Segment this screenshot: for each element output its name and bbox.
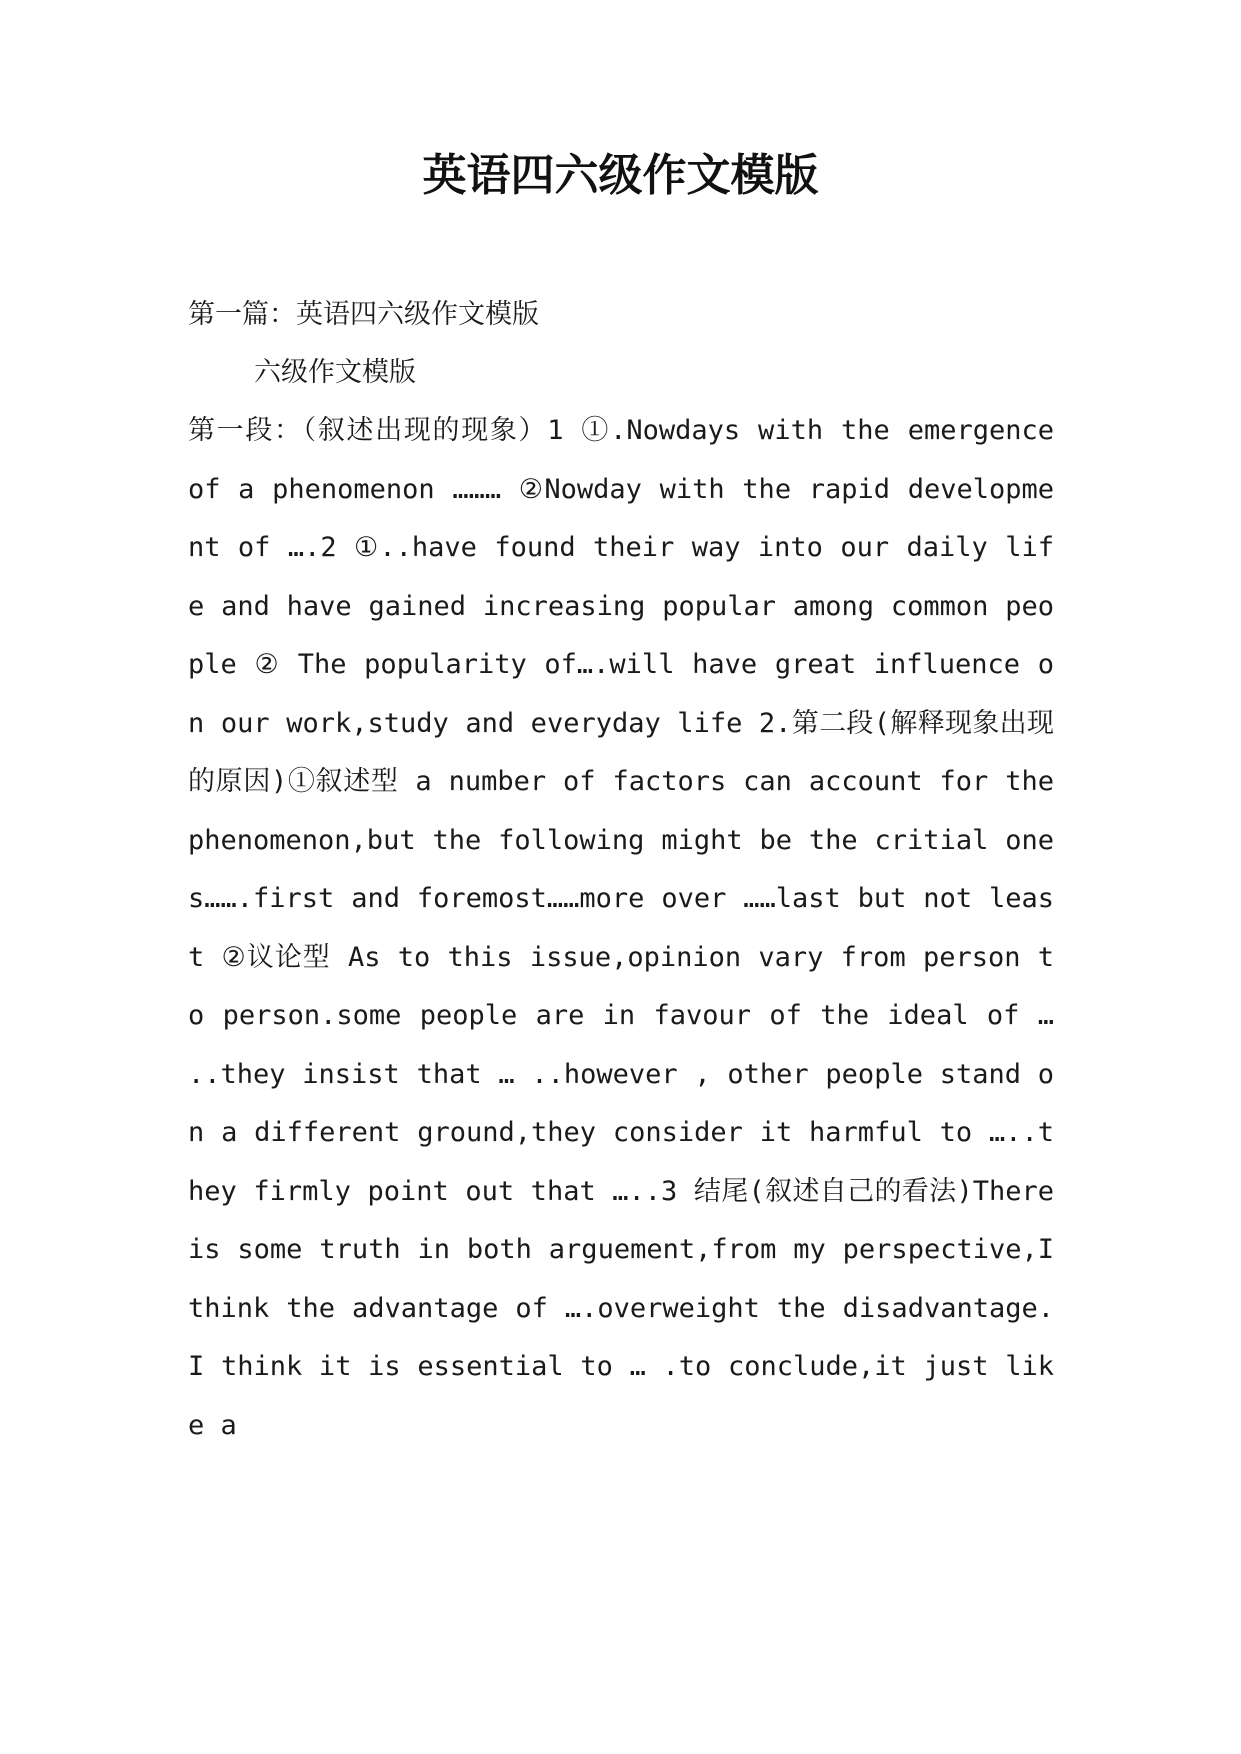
section-heading: 第一篇：英语四六级作文模版	[188, 299, 539, 330]
document-title: 英语四六级作文模版	[422, 150, 819, 201]
section-subheading: 六级作文模版	[254, 357, 416, 388]
document-content	[188, 286, 1054, 1455]
body-paragraph: 第一段：（叙述出现的现象）1 ①.Nowdays with the emergence of a phenomenon ……… ②Nowday with the rapid development of ….2 ①..have found their way into our daily life and have gained increasing popular among common people ② The popularity of….will have great influence on our work,study and everyday life 2.第二段(解释现象出现的原因)①叙述型 a number of factors can account for the phenomenon,but the following might be the critial ones…….first and foremost……more over ……last but not least ②议论型 As to this issue,opinion vary from person to person.some people are in favour of the ideal of … ..they insist that … ..however , other people stand on a different ground,they consider it harmful to …..they firmly point out that …..3 结尾(叙述自己的看法)There is some truth in both arguement,from my perspective,I think the advantage of ….overweight the disadvantage.I think it is essential to … .to conclude,it just like a	[188, 415, 1054, 1441]
